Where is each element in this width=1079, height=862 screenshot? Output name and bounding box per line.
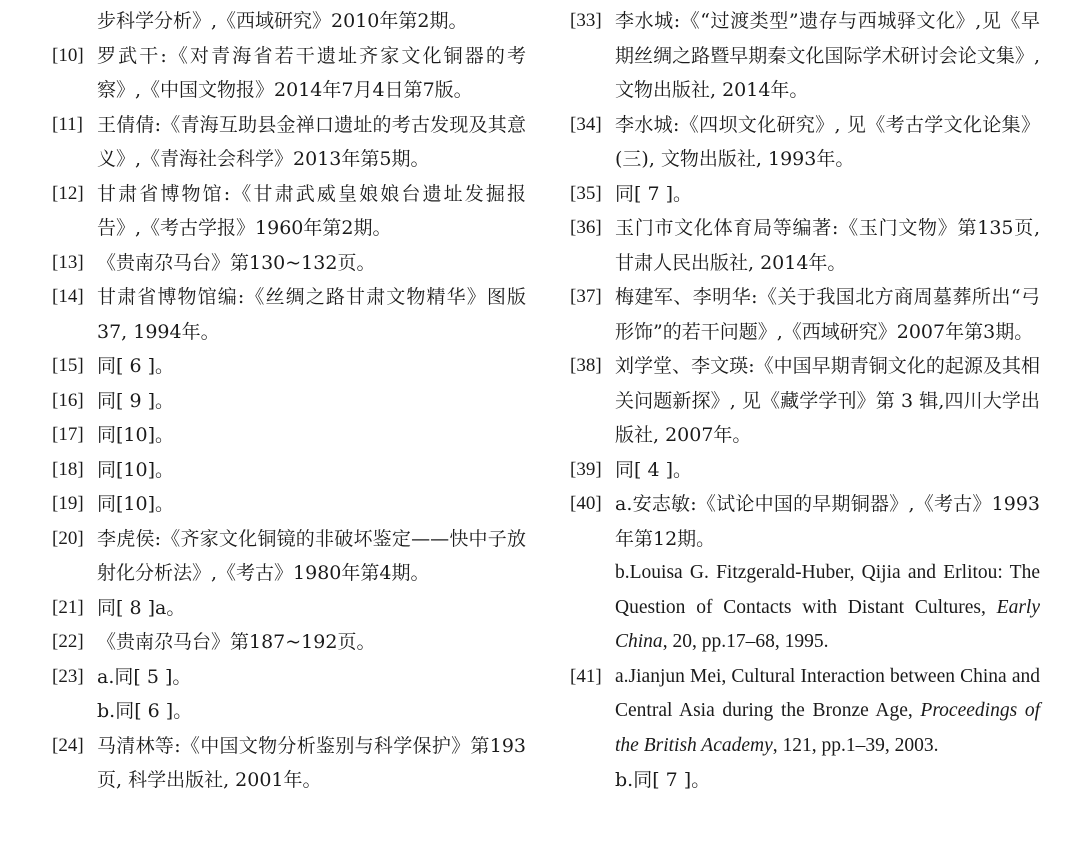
reference-text: 王倩倩:《青海互助县金禅口遗址的考古发现及其意义》,《青海社会科学》2013年第5期。	[97, 113, 526, 170]
reference-text: a.同[ 5 ]。	[97, 665, 192, 688]
reference-text: b.同[ 7 ]。	[615, 769, 711, 791]
reference-text: 同[ 8 ]a。	[97, 596, 186, 619]
reference-item	[570, 108, 1040, 177]
reference-number: [33]	[570, 10, 602, 31]
citation-text: b.Louisa G. Fitzgerald-Huber, Qijia and Erlitou: The Question of Contacts with Distant Cultures,	[615, 562, 1040, 618]
reference-text: 《贵南尕马台》第130~132页。	[97, 251, 376, 274]
reference-item	[52, 280, 526, 349]
reference-text: 同[10]。	[97, 458, 175, 481]
reference-number: [37]	[570, 286, 602, 307]
reference-number: [40]	[570, 493, 602, 514]
reference-item	[52, 349, 526, 384]
reference-item	[52, 660, 526, 729]
reference-text: 刘学堂、李文瑛:《中国早期青铜文化的起源及其相关问题新探》, 见《藏学学刊》第 3 辑,四川大学出版社, 2007年。	[615, 355, 1040, 446]
reference-item	[570, 487, 1040, 660]
publication-title: Proceedings of the British Academy	[615, 700, 1040, 756]
reference-number: [39]	[570, 458, 602, 480]
reference-text: a.安志敏:《试论中国的早期铜器》,《考古》1993年第12期。	[615, 493, 1040, 550]
right-column	[570, 4, 1040, 798]
reference-text: 同[ 6 ]。	[97, 355, 174, 377]
reference-item	[52, 522, 526, 591]
reference-text: 甘肃省博物馆编:《丝绸之路甘肃文物精华》图版37, 1994年。	[97, 286, 526, 343]
citation-text: , 121, pp.1–39, 2003.	[772, 734, 939, 756]
reference-text: 同[ 9 ]。	[97, 389, 174, 412]
reference-number: [24]	[52, 734, 84, 756]
reference-number: [12]	[52, 182, 84, 204]
reference-text: 同[10]。	[97, 493, 175, 515]
reference-number: [17]	[52, 424, 84, 445]
reference-number: [38]	[570, 355, 602, 376]
reference-number: [16]	[52, 389, 84, 411]
reference-number: [35]	[570, 182, 602, 204]
reference-item	[52, 384, 526, 419]
reference-item	[570, 349, 1040, 453]
reference-item	[570, 453, 1040, 488]
reference-item	[52, 591, 526, 626]
reference-number: [14]	[52, 286, 84, 307]
reference-text: b.同[ 6 ]。	[97, 700, 193, 722]
reference-text: 马清林等:《中国文物分析鉴别与科学保护》第193页, 科学出版社, 2001年。	[97, 734, 526, 791]
reference-item	[570, 4, 1040, 108]
reference-text: 玉门市文化体育局等编著:《玉门文物》第135页, 甘肃人民出版社, 2014年。	[615, 217, 1040, 274]
reference-item	[570, 660, 1040, 798]
reference-item	[52, 487, 526, 522]
reference-text: 步科学分析》,《西域研究》2010年第2期。	[97, 10, 468, 32]
reference-text: 同[ 7 ]。	[615, 182, 692, 205]
reference-number: [21]	[52, 596, 84, 618]
reference-text	[615, 556, 1040, 660]
reference-text: 李水城:《“过渡类型”遗存与西城驿文化》,见《早期丝绸之路暨早期秦文化国际学术研讨会论文集》, 文物出版社, 2014年。	[615, 10, 1040, 101]
reference-item	[52, 625, 526, 660]
publication-title: Early China	[615, 596, 1040, 652]
left-column	[52, 4, 526, 798]
reference-item	[52, 246, 526, 281]
reference-number: [10]	[52, 44, 84, 66]
reference-item	[52, 4, 526, 39]
reference-text: 罗武干:《对青海省若干遗址齐家文化铜器的考察》,《中国文物报》2014年7月4日第7版。	[97, 44, 526, 101]
reference-item	[52, 39, 526, 108]
reference-text: 《贵南尕马台》第187~192页。	[97, 631, 376, 653]
reference-number: [11]	[52, 113, 83, 135]
reference-item	[52, 729, 526, 798]
reference-item	[52, 177, 526, 246]
reference-number: [22]	[52, 631, 84, 652]
reference-item	[570, 280, 1040, 349]
citation-text: , 20, pp.17–68, 1995.	[662, 631, 829, 652]
reference-number: [13]	[52, 251, 84, 273]
reference-item	[570, 211, 1040, 280]
reference-text: 梅建军、李明华:《关于我国北方商周墓葬所出“弓形饰”的若干问题》,《西域研究》2007年第3期。	[615, 286, 1040, 343]
reference-number: [34]	[570, 113, 602, 135]
reference-item	[52, 108, 526, 177]
reference-number: [36]	[570, 217, 602, 238]
reference-number: [23]	[52, 665, 84, 687]
reference-item	[52, 453, 526, 488]
reference-number: [19]	[52, 493, 84, 514]
reference-number: [18]	[52, 458, 84, 480]
reference-number: [20]	[52, 527, 84, 549]
reference-text: 同[ 4 ]。	[615, 458, 692, 481]
citation-text: a.Jianjun Mei, Cultural Interaction between China and Central Asia during the Bronze Age,	[615, 665, 1040, 721]
reference-number: [15]	[52, 355, 84, 376]
reference-number: [41]	[570, 665, 602, 687]
reference-item	[52, 418, 526, 453]
reference-text	[615, 660, 1040, 764]
reference-text: 同[10]。	[97, 424, 175, 446]
reference-text: 李虎侯:《齐家文化铜镜的非破坏鉴定——快中子放射化分析法》,《考古》1980年第4期。	[97, 527, 526, 584]
reference-text: 李水城:《四坝文化研究》, 见《考古学文化论集》(三), 文物出版社, 1993年。	[615, 113, 1040, 170]
reference-text: 甘肃省博物馆:《甘肃武威皇娘娘台遗址发掘报告》,《考古学报》1960年第2期。	[97, 182, 526, 239]
reference-item	[570, 177, 1040, 212]
